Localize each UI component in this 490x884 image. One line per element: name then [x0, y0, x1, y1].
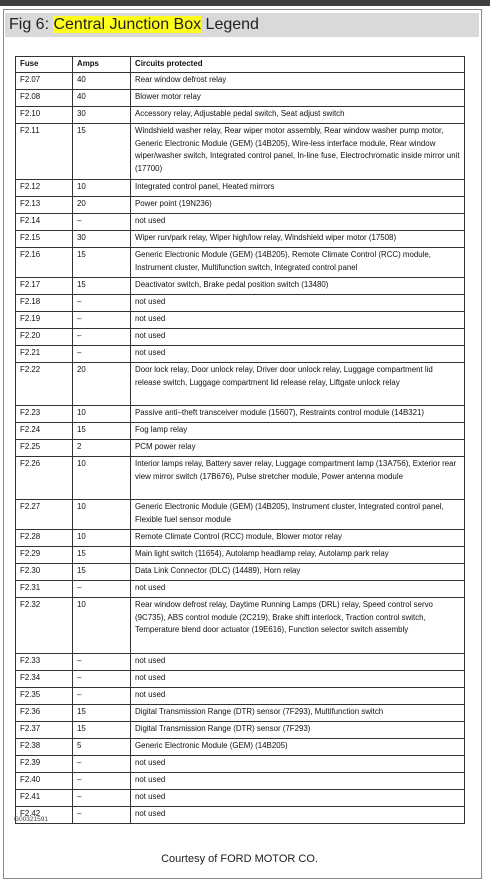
fuse-cell: F2.33	[16, 654, 73, 671]
fuse-cell: F2.22	[16, 363, 73, 406]
table-row	[16, 329, 465, 346]
amps-cell: 10	[73, 500, 131, 530]
amps-cell: 40	[73, 73, 131, 90]
circuit-cell: Generic Electronic Module (GEM) (14B205), Remote Climate Control (RCC) module, Instrument cluster, Multifunction switch, Integrated control panel	[131, 248, 465, 278]
amps-cell: 15	[73, 705, 131, 722]
fuse-cell: F2.38	[16, 739, 73, 756]
fuse-cell: F2.28	[16, 530, 73, 547]
amps-cell: 10	[73, 406, 131, 423]
table-row	[16, 73, 465, 90]
circuit-cell: Generic Electronic Module (GEM) (14B205)	[131, 739, 465, 756]
amps-cell: 10	[73, 598, 131, 654]
title-suffix: Legend	[201, 16, 259, 33]
circuit-cell: Rear window defrost relay, Daytime Running Lamps (DRL) relay, Speed control servo (9C735), ABS control module (2C219), Brake shift interlock, Traction control switch, Temperature blend door actuator (19E616), Function selector switch assembly	[131, 598, 465, 654]
fuse-cell: F2.19	[16, 312, 73, 329]
fuse-cell: F2.34	[16, 671, 73, 688]
circuit-cell: Digital Transmission Range (DTR) sensor (7F293), Multifunction switch	[131, 705, 465, 722]
fuse-cell: F2.17	[16, 278, 73, 295]
fuse-cell: F2.37	[16, 722, 73, 739]
amps-cell: 40	[73, 90, 131, 107]
table-row	[16, 739, 465, 756]
fuse-cell: F2.18	[16, 295, 73, 312]
top-bar	[0, 0, 490, 6]
header-circuits: Circuits protected	[131, 57, 465, 73]
fuse-cell: F2.08	[16, 90, 73, 107]
table-row	[16, 295, 465, 312]
fuse-cell: F2.23	[16, 406, 73, 423]
fuse-cell: F2.20	[16, 329, 73, 346]
fuse-cell: F2.15	[16, 231, 73, 248]
header-fuse: Fuse	[16, 57, 73, 73]
amps-cell: –	[73, 756, 131, 773]
fuse-cell: F2.14	[16, 214, 73, 231]
circuit-cell: not used	[131, 773, 465, 790]
circuit-cell: Interior lamps relay, Battery saver relay, Luggage compartment lamp (13A756), Exterior rear view mirror switch (17B676), Pulse stretcher module, Power antenna module	[131, 457, 465, 500]
circuit-cell: Accessory relay, Adjustable pedal switch, Seat adjust switch	[131, 107, 465, 124]
amps-cell: –	[73, 329, 131, 346]
table-row	[16, 231, 465, 248]
table-row	[16, 756, 465, 773]
circuit-cell: not used	[131, 214, 465, 231]
fuse-cell: F2.07	[16, 73, 73, 90]
table-row	[16, 581, 465, 598]
fuse-cell: F2.32	[16, 598, 73, 654]
amps-cell: 15	[73, 423, 131, 440]
circuit-cell: Windshield washer relay, Rear wiper motor assembly, Rear window washer pump motor, Generic Electronic Module (GEM) (14B205), Wire-less interface module, Rear window wiper/washer switch, Integrated control panel, In-line fuse, Electrochromatic inside mirror unit (17700)	[131, 124, 465, 180]
table-row	[16, 180, 465, 197]
fuse-cell: F2.26	[16, 457, 73, 500]
amps-cell: –	[73, 214, 131, 231]
title-prefix: Fig 6:	[9, 16, 54, 33]
amps-cell: 20	[73, 363, 131, 406]
fuse-cell: F2.40	[16, 773, 73, 790]
fuse-cell: F2.12	[16, 180, 73, 197]
amps-cell: 30	[73, 231, 131, 248]
circuit-cell: Main light switch (11654), Autolamp headlamp relay, Autolamp park relay	[131, 547, 465, 564]
circuit-cell: Rear window defrost relay	[131, 73, 465, 90]
amps-cell: –	[73, 295, 131, 312]
fuse-cell: F2.39	[16, 756, 73, 773]
table-row	[16, 671, 465, 688]
table-header-row	[16, 57, 465, 73]
circuit-cell: not used	[131, 671, 465, 688]
amps-cell: 15	[73, 278, 131, 295]
table-row	[16, 423, 465, 440]
table-row	[16, 654, 465, 671]
table-row	[16, 530, 465, 547]
circuit-cell: not used	[131, 346, 465, 363]
circuit-cell: not used	[131, 756, 465, 773]
table-row	[16, 214, 465, 231]
table-row	[16, 90, 465, 107]
amps-cell: –	[73, 773, 131, 790]
table-row	[16, 346, 465, 363]
fuse-cell: F2.13	[16, 197, 73, 214]
table-row	[16, 124, 465, 180]
amps-cell: 10	[73, 457, 131, 500]
amps-cell: 20	[73, 197, 131, 214]
header-amps: Amps	[73, 57, 131, 73]
circuit-cell: Blower motor relay	[131, 90, 465, 107]
fuse-cell: F2.27	[16, 500, 73, 530]
fuse-cell: F2.30	[16, 564, 73, 581]
circuit-cell: Digital Transmission Range (DTR) sensor (7F293)	[131, 722, 465, 739]
table-row	[16, 312, 465, 329]
circuit-cell: not used	[131, 329, 465, 346]
amps-cell: 15	[73, 124, 131, 180]
table-body	[16, 73, 465, 824]
circuit-cell: Wiper run/park relay, Wiper high/low relay, Windshield wiper motor (17508)	[131, 231, 465, 248]
circuit-cell: not used	[131, 581, 465, 598]
credit-line: Courtesy of FORD MOTOR CO.	[161, 853, 318, 865]
circuit-cell: Passive anti–theft transceiver module (15607), Restraints control module (14B321)	[131, 406, 465, 423]
amps-cell: 10	[73, 530, 131, 547]
amps-cell: –	[73, 807, 131, 824]
circuit-cell: PCM power relay	[131, 440, 465, 457]
circuit-cell: Data Link Connector (DLC) (14489), Horn relay	[131, 564, 465, 581]
table-row	[16, 688, 465, 705]
amps-cell: 2	[73, 440, 131, 457]
circuit-cell: Door lock relay, Door unlock relay, Driver door unlock relay, Luggage compartment lid release switch, Luggage compartment lid release relay, Liftgate unlock relay	[131, 363, 465, 406]
amps-cell: 15	[73, 547, 131, 564]
table-row	[16, 547, 465, 564]
amps-cell: 15	[73, 722, 131, 739]
circuit-cell: Fog lamp relay	[131, 423, 465, 440]
table-row	[16, 807, 465, 824]
table-row	[16, 564, 465, 581]
amps-cell: –	[73, 581, 131, 598]
amps-cell: –	[73, 346, 131, 363]
circuit-cell: not used	[131, 807, 465, 824]
fuse-table-container	[15, 56, 464, 818]
table-row	[16, 705, 465, 722]
fuse-cell: F2.10	[16, 107, 73, 124]
table-row	[16, 248, 465, 278]
circuit-cell: not used	[131, 654, 465, 671]
table-row	[16, 457, 465, 500]
table-row	[16, 278, 465, 295]
amps-cell: 10	[73, 180, 131, 197]
fuse-cell: F2.35	[16, 688, 73, 705]
circuit-cell: Remote Climate Control (RCC) module, Blower motor relay	[131, 530, 465, 547]
fuse-cell: F2.29	[16, 547, 73, 564]
fuse-cell: F2.42	[16, 807, 73, 824]
circuit-cell: Integrated control panel, Heated mirrors	[131, 180, 465, 197]
fuse-cell: F2.24	[16, 423, 73, 440]
figure-code: G00321591	[14, 816, 48, 823]
fuse-cell: F2.16	[16, 248, 73, 278]
amps-cell: 5	[73, 739, 131, 756]
circuit-cell: Deactivator switch, Brake pedal position switch (13480)	[131, 278, 465, 295]
title-highlight: Central Junction Box	[53, 16, 202, 33]
table-row	[16, 598, 465, 654]
fuse-cell: F2.11	[16, 124, 73, 180]
circuit-cell: Generic Electronic Module (GEM) (14B205), Instrument cluster, Integrated control panel, Flexible fuel sensor module	[131, 500, 465, 530]
circuit-cell: not used	[131, 295, 465, 312]
circuit-cell: not used	[131, 312, 465, 329]
fuse-cell: F2.41	[16, 790, 73, 807]
fuse-table	[15, 56, 465, 824]
fuse-cell: F2.21	[16, 346, 73, 363]
table-row	[16, 440, 465, 457]
table-row	[16, 406, 465, 423]
table-row	[16, 790, 465, 807]
circuit-cell: not used	[131, 688, 465, 705]
amps-cell: –	[73, 671, 131, 688]
circuit-cell: Power point (19N236)	[131, 197, 465, 214]
table-row	[16, 500, 465, 530]
amps-cell: –	[73, 312, 131, 329]
fuse-cell: F2.31	[16, 581, 73, 598]
table-row	[16, 722, 465, 739]
fuse-cell: F2.25	[16, 440, 73, 457]
fuse-cell: F2.36	[16, 705, 73, 722]
circuit-cell: not used	[131, 790, 465, 807]
table-row	[16, 363, 465, 406]
amps-cell: 30	[73, 107, 131, 124]
amps-cell: –	[73, 790, 131, 807]
table-row	[16, 107, 465, 124]
amps-cell: –	[73, 688, 131, 705]
amps-cell: –	[73, 654, 131, 671]
table-row	[16, 773, 465, 790]
amps-cell: 15	[73, 564, 131, 581]
figure-title	[5, 13, 479, 37]
table-row	[16, 197, 465, 214]
amps-cell: 15	[73, 248, 131, 278]
